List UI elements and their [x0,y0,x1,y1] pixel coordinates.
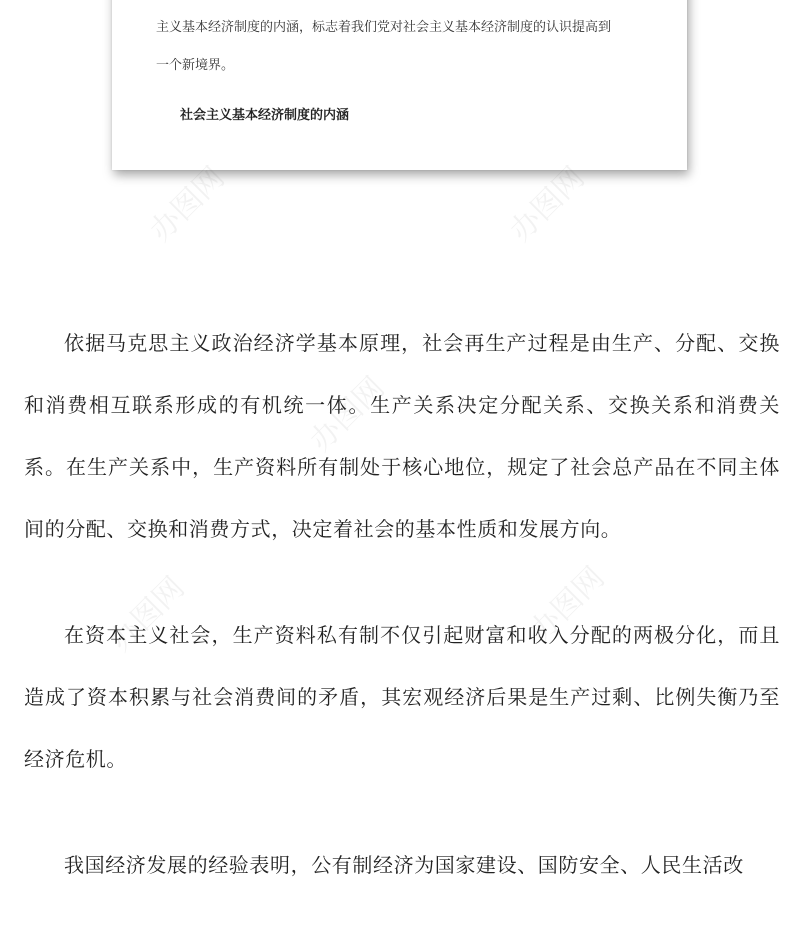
watermark: 办图网 [503,160,592,249]
excerpt-card [112,0,687,170]
card-heading: 社会主义基本经济制度的内涵 [180,108,350,123]
article-body [24,312,780,940]
card-text-line: 主义基本经济制度的内涵，标志着我们党对社会主义基本经济制度的认识提高到 [156,20,612,35]
paragraph: 我国经济发展的经验表明，公有制经济为国家建设、国防安全、人民生活改 [64,853,744,877]
watermark: 办图网 [523,560,612,649]
watermark: 办图网 [303,370,392,459]
watermark: 办图网 [143,160,232,249]
card-text-line: 一个新境界。 [156,58,235,73]
watermark: 办图网 [103,570,192,659]
paragraph: 在资本主义社会，生产资料私有制不仅引起财富和收入分配的两极分化，而且造成了资本积累与社会消费间的矛盾，其宏观经济后果是生产过剩、比例失衡乃至经济危机。 [24,623,780,771]
paragraph: 依据马克思主义政治经济学基本原理，社会再生产过程是由生产、分配、交换和消费相互联系形成的有机统一体。生产关系决定分配关系、交换关系和消费关系。在生产关系中，生产资料所有制处于核心地位，规定了社会总产品在不同主体间的分配、交换和消费方式，决定着社会的基本性质和发展方向。 [24,331,780,541]
